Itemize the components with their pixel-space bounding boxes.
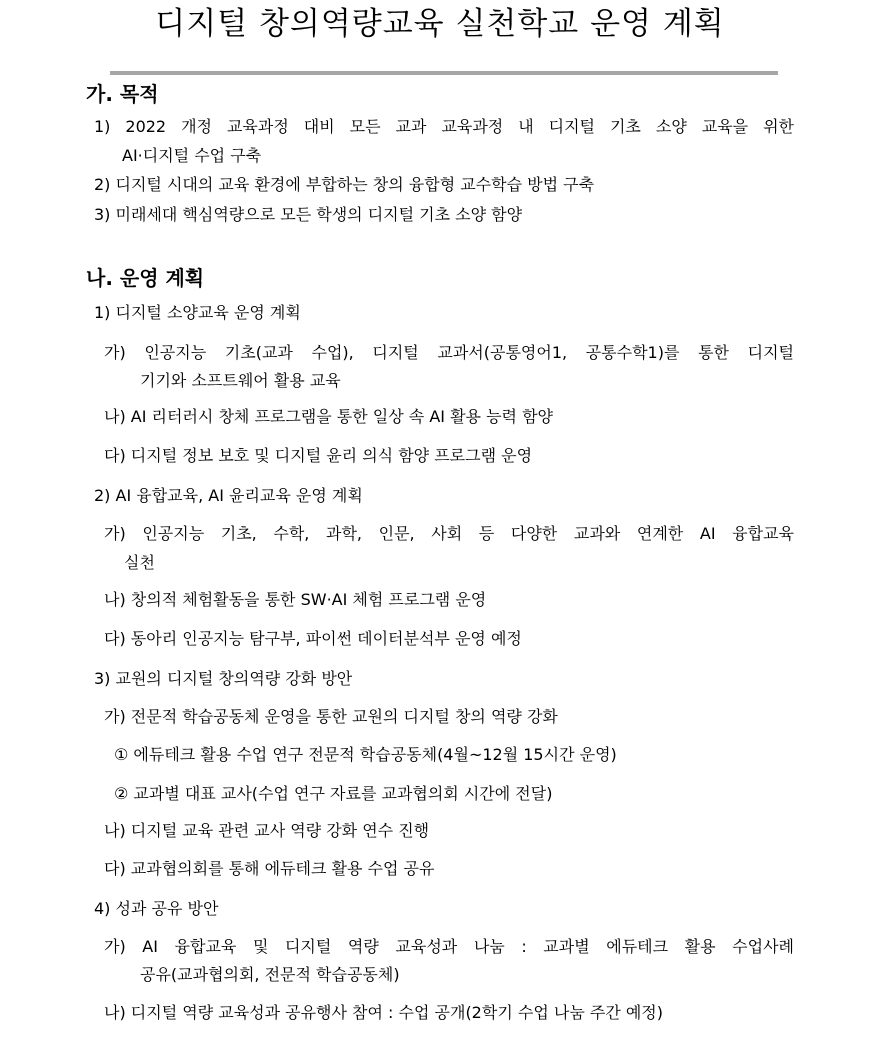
plan-item-2-ga: 가) 인공지능 기초, 수학, 과학, 인문, 사회 등 다양한 교과와 연계한 AI 융합교육 (104, 524, 794, 543)
plan-item-2-na: 나) 창의적 체험활동을 통한 SW·AI 체험 프로그램 운영 (104, 590, 487, 609)
plan-item-4-na: 나) 디지털 역량 교육성과 공유행사 참여 : 수업 공개(2학기 수업 나눔 주간 예정) (104, 1003, 664, 1022)
plan-item-1-na: 나) AI 리터러시 창체 프로그램을 통한 일상 속 AI 활용 능력 함양 (104, 407, 554, 426)
purpose-item-1-continued: AI·디지털 수업 구축 (122, 146, 262, 165)
purpose-item-1: 1) 2022 개정 교육과정 대비 모든 교과 교육과정 내 디지털 기초 소양 교육을 위한 (94, 117, 794, 136)
plan-item-1-ga-continued: 기기와 소프트웨어 활용 교육 (140, 371, 341, 390)
section-heading-purpose: 가. 목적 (86, 82, 159, 106)
purpose-item-2: 2) 디지털 시대의 교육 환경에 부합하는 창의 융합형 교수학습 방법 구축 (94, 175, 595, 194)
plan-item-4-ga-continued: 공유(교과협의회, 전문적 학습공동체) (140, 965, 400, 984)
plan-item-3-circled-1: ① 에듀테크 활용 수업 연구 전문적 학습공동체(4월~12월 15시간 운영) (114, 745, 617, 764)
plan-item-3-title: 3) 교원의 디지털 창의역량 강화 방안 (94, 669, 353, 688)
purpose-item-3: 3) 미래세대 핵심역량으로 모든 학생의 디지털 기초 소양 함양 (94, 205, 523, 224)
plan-item-1-ga: 가) 인공지능 기초(교과 수업), 디지털 교과서(공통영어1, 공통수학1)를 통한 디지털 (104, 343, 794, 362)
plan-item-2-da: 다) 동아리 인공지능 탐구부, 파이썬 데이터분석부 운영 예정 (104, 629, 522, 648)
plan-item-4-ga: 가) AI 융합교육 및 디지털 역량 교육성과 나눔 : 교과별 에듀테크 활용 수업사례 (104, 937, 794, 956)
title-underline (110, 71, 778, 75)
plan-item-4-title: 4) 성과 공유 방안 (94, 899, 219, 918)
plan-item-3-circled-2: ② 교과별 대표 교사(수업 연구 자료를 교과협의회 시간에 전달) (114, 784, 553, 803)
plan-item-3-da: 다) 교과협의회를 통해 에듀테크 활용 수업 공유 (104, 859, 435, 878)
plan-item-3-na: 나) 디지털 교육 관련 교사 역량 강화 연수 진행 (104, 821, 430, 840)
plan-item-1-title: 1) 디지털 소양교육 운영 계획 (94, 303, 301, 322)
plan-item-3-ga: 가) 전문적 학습공동체 운영을 통한 교원의 디지털 창의 역량 강화 (104, 707, 558, 726)
plan-item-1-da: 다) 디지털 정보 보호 및 디지털 윤리 의식 함양 프로그램 운영 (104, 446, 533, 465)
document-title: 디지털 창의역량교육 실천학교 운영 계획 (155, 6, 725, 42)
section-heading-plan: 나. 운영 계획 (86, 266, 205, 290)
plan-item-2-ga-continued: 실천 (124, 553, 155, 572)
plan-item-2-title: 2) AI 융합교육, AI 윤리교육 운영 계획 (94, 486, 363, 505)
